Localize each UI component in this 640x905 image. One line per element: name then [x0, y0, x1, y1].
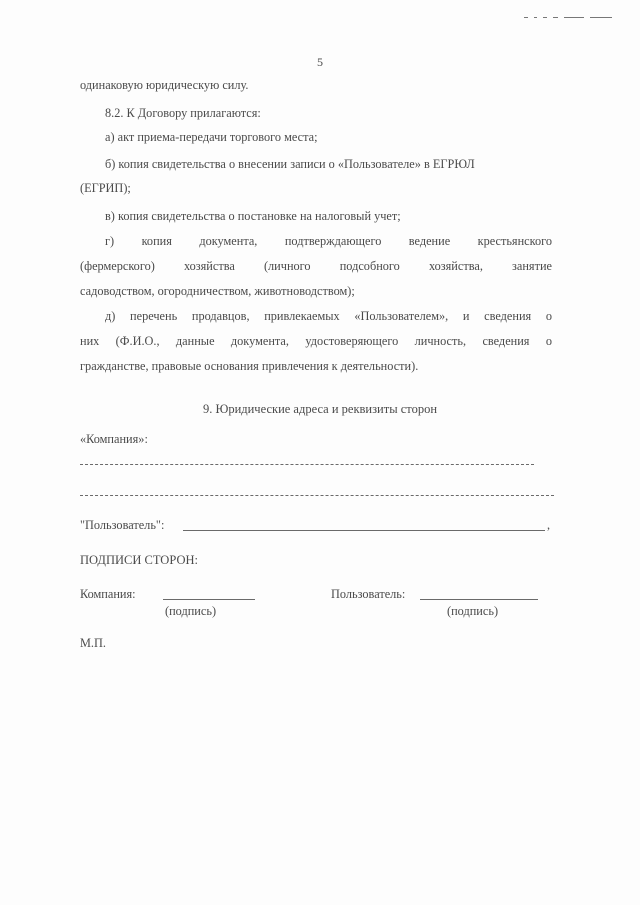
company-requisites-line-1: [80, 464, 534, 465]
stamp-mark: М.П.: [80, 636, 106, 650]
user-requisites-line: [183, 530, 545, 531]
scan-artifact: [524, 14, 612, 20]
text-line-7: г) копия документа, подтверждающего ведение крестьянского: [105, 234, 552, 248]
text-line-6: в) копия свидетельства о постановке на налоговый учет;: [105, 209, 401, 223]
text-line-8: (фермерского) хозяйства (личного подсобного хозяйства, занятие: [80, 259, 552, 273]
text-line-3: а) акт приема-передачи торгового места;: [105, 130, 318, 144]
signatures-title: ПОДПИСИ СТОРОН:: [80, 553, 198, 567]
text-line-1: одинаковую юридическую силу.: [80, 78, 249, 92]
page-number: 5: [317, 55, 323, 69]
user-signature-line: [420, 599, 538, 600]
company-signature-line: [163, 599, 255, 600]
user-line-end: ,: [547, 518, 551, 532]
text-line-11: них (Ф.И.О., данные документа, удостоверяющего личность, сведения о: [80, 334, 552, 348]
text-line-12: гражданстве, правовые основания привлечения к деятельности).: [80, 359, 419, 373]
text-line-5: (ЕГРИП);: [80, 181, 131, 195]
company-sign-label: Компания:: [80, 587, 136, 601]
text-line-2: 8.2. К Договору прилагаются:: [105, 106, 261, 120]
text-line-9: садоводством, огородничеством, животноводством);: [80, 284, 355, 298]
text-line-10: д) перечень продавцов, привлекаемых «Пользователем», и сведения о: [105, 309, 552, 323]
user-sign-caption: (подпись): [447, 604, 499, 618]
company-requisites-line-2: [80, 495, 554, 496]
section-heading: 9. Юридические адреса и реквизиты сторон: [202, 402, 438, 416]
user-sign-label: Пользователь:: [331, 587, 406, 601]
user-label: "Пользователь":: [80, 518, 165, 532]
text-line-4: б) копия свидетельства о внесении записи о «Пользователе» в ЕГРЮЛ: [105, 157, 475, 171]
company-label: «Компания»:: [80, 432, 148, 446]
company-sign-caption: (подпись): [165, 604, 217, 618]
